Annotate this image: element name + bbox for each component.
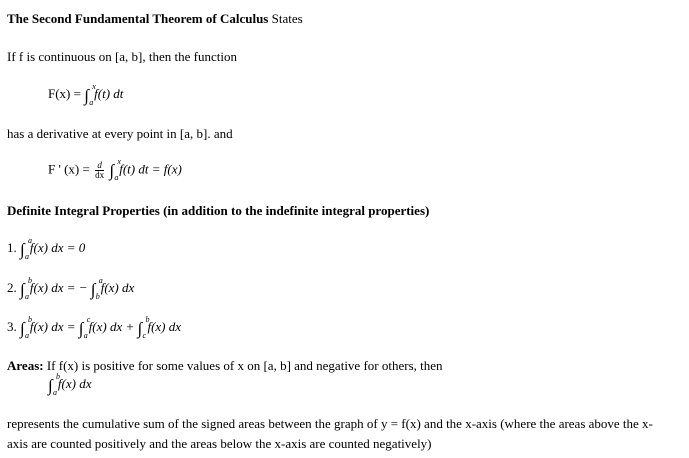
lower-limit: b — [95, 292, 100, 301]
derivative-text: has a derivative at every point in [a, b]. and — [7, 126, 233, 141]
integral-sign: ∫ a a — [20, 236, 32, 261]
derivative-fraction — [95, 161, 104, 180]
areas-integral — [48, 372, 92, 397]
property-number: 2. — [7, 280, 17, 295]
integral-sign: ∫ b a — [20, 276, 32, 301]
lower-limit: a — [89, 98, 94, 107]
integral-sign: ∫ b c — [137, 315, 150, 340]
integral-sign: ∫ x a — [109, 157, 121, 183]
areas-line — [7, 358, 443, 374]
lower-limit: a — [114, 173, 119, 183]
f-definition-lhs: F(x) = — [48, 86, 81, 101]
upper-limit: c — [86, 315, 91, 324]
lower-limit: a — [83, 331, 88, 340]
areas-integral-expression: f(x) dx — [57, 376, 92, 391]
property-expression: f(x) dx = − — [29, 280, 88, 295]
upper-limit: b — [56, 372, 60, 381]
lower-limit: a — [53, 388, 57, 397]
property-expression: f(x) dx = 0 — [29, 240, 86, 255]
property-expression-rhs: f(x) dx — [100, 280, 135, 295]
upper-limit: a — [98, 276, 103, 285]
upper-limit: x — [117, 157, 121, 167]
upper-limit: b — [28, 276, 32, 285]
f-prime-lhs: F ' (x) = — [48, 161, 90, 177]
f-definition-integrand: f(t) dt — [94, 86, 124, 101]
theorem-title-line — [7, 11, 303, 27]
theorem-title-suffix: States — [271, 11, 303, 26]
integral-sign: ∫ b a — [48, 372, 60, 397]
lower-limit: c — [142, 331, 147, 340]
property-expression-rhs: f(x) dx — [147, 319, 182, 334]
areas-text: If f(x) is positive for some values of x on [a, b] and negative for others, then — [46, 358, 443, 373]
properties-heading-text: Definite Integral Properties (in addition to the indefinite integral properties) — [7, 203, 430, 218]
fraction-numerator: d — [95, 161, 104, 171]
lower-limit: a — [25, 331, 29, 340]
integral-sign: ∫ c a — [78, 315, 91, 340]
fraction-denominator: dx — [95, 170, 105, 180]
property-expression: f(x) dx = — [29, 319, 76, 334]
closing-line-1: represents the cumulative sum of the signed areas between the graph of y = f(x) and the x-axis (where the areas above the x- — [7, 416, 653, 431]
integral-sign: ∫ b a — [20, 315, 32, 340]
integral-sign: ∫ a b — [90, 276, 103, 301]
property-3 — [7, 315, 182, 340]
properties-heading — [7, 203, 429, 219]
areas-label: Areas: — [7, 358, 44, 373]
intro-text: If f is continuous on [a, b], then the function — [7, 49, 237, 64]
property-2 — [7, 276, 135, 301]
f-prime-equation — [48, 157, 182, 183]
property-number: 3. — [7, 319, 17, 334]
f-definition — [48, 82, 124, 107]
integral-sign: ∫ x a — [84, 82, 96, 107]
property-1 — [7, 236, 86, 261]
lower-limit: a — [25, 292, 29, 301]
f-prime-integrand: f(t) dt = f(x) — [119, 161, 182, 177]
theorem-title: The Second Fundamental Theorem of Calculus — [7, 11, 269, 26]
property-expression-middle: f(x) dx + — [88, 319, 135, 334]
upper-limit: b — [28, 315, 32, 324]
upper-limit: a — [28, 236, 32, 245]
upper-limit: b — [145, 315, 150, 324]
upper-limit: x — [92, 82, 96, 91]
lower-limit: a — [25, 252, 29, 261]
closing-line-2: axis are counted positively and the areas below the x-axis are counted negatively) — [7, 436, 432, 451]
property-number: 1. — [7, 240, 17, 255]
